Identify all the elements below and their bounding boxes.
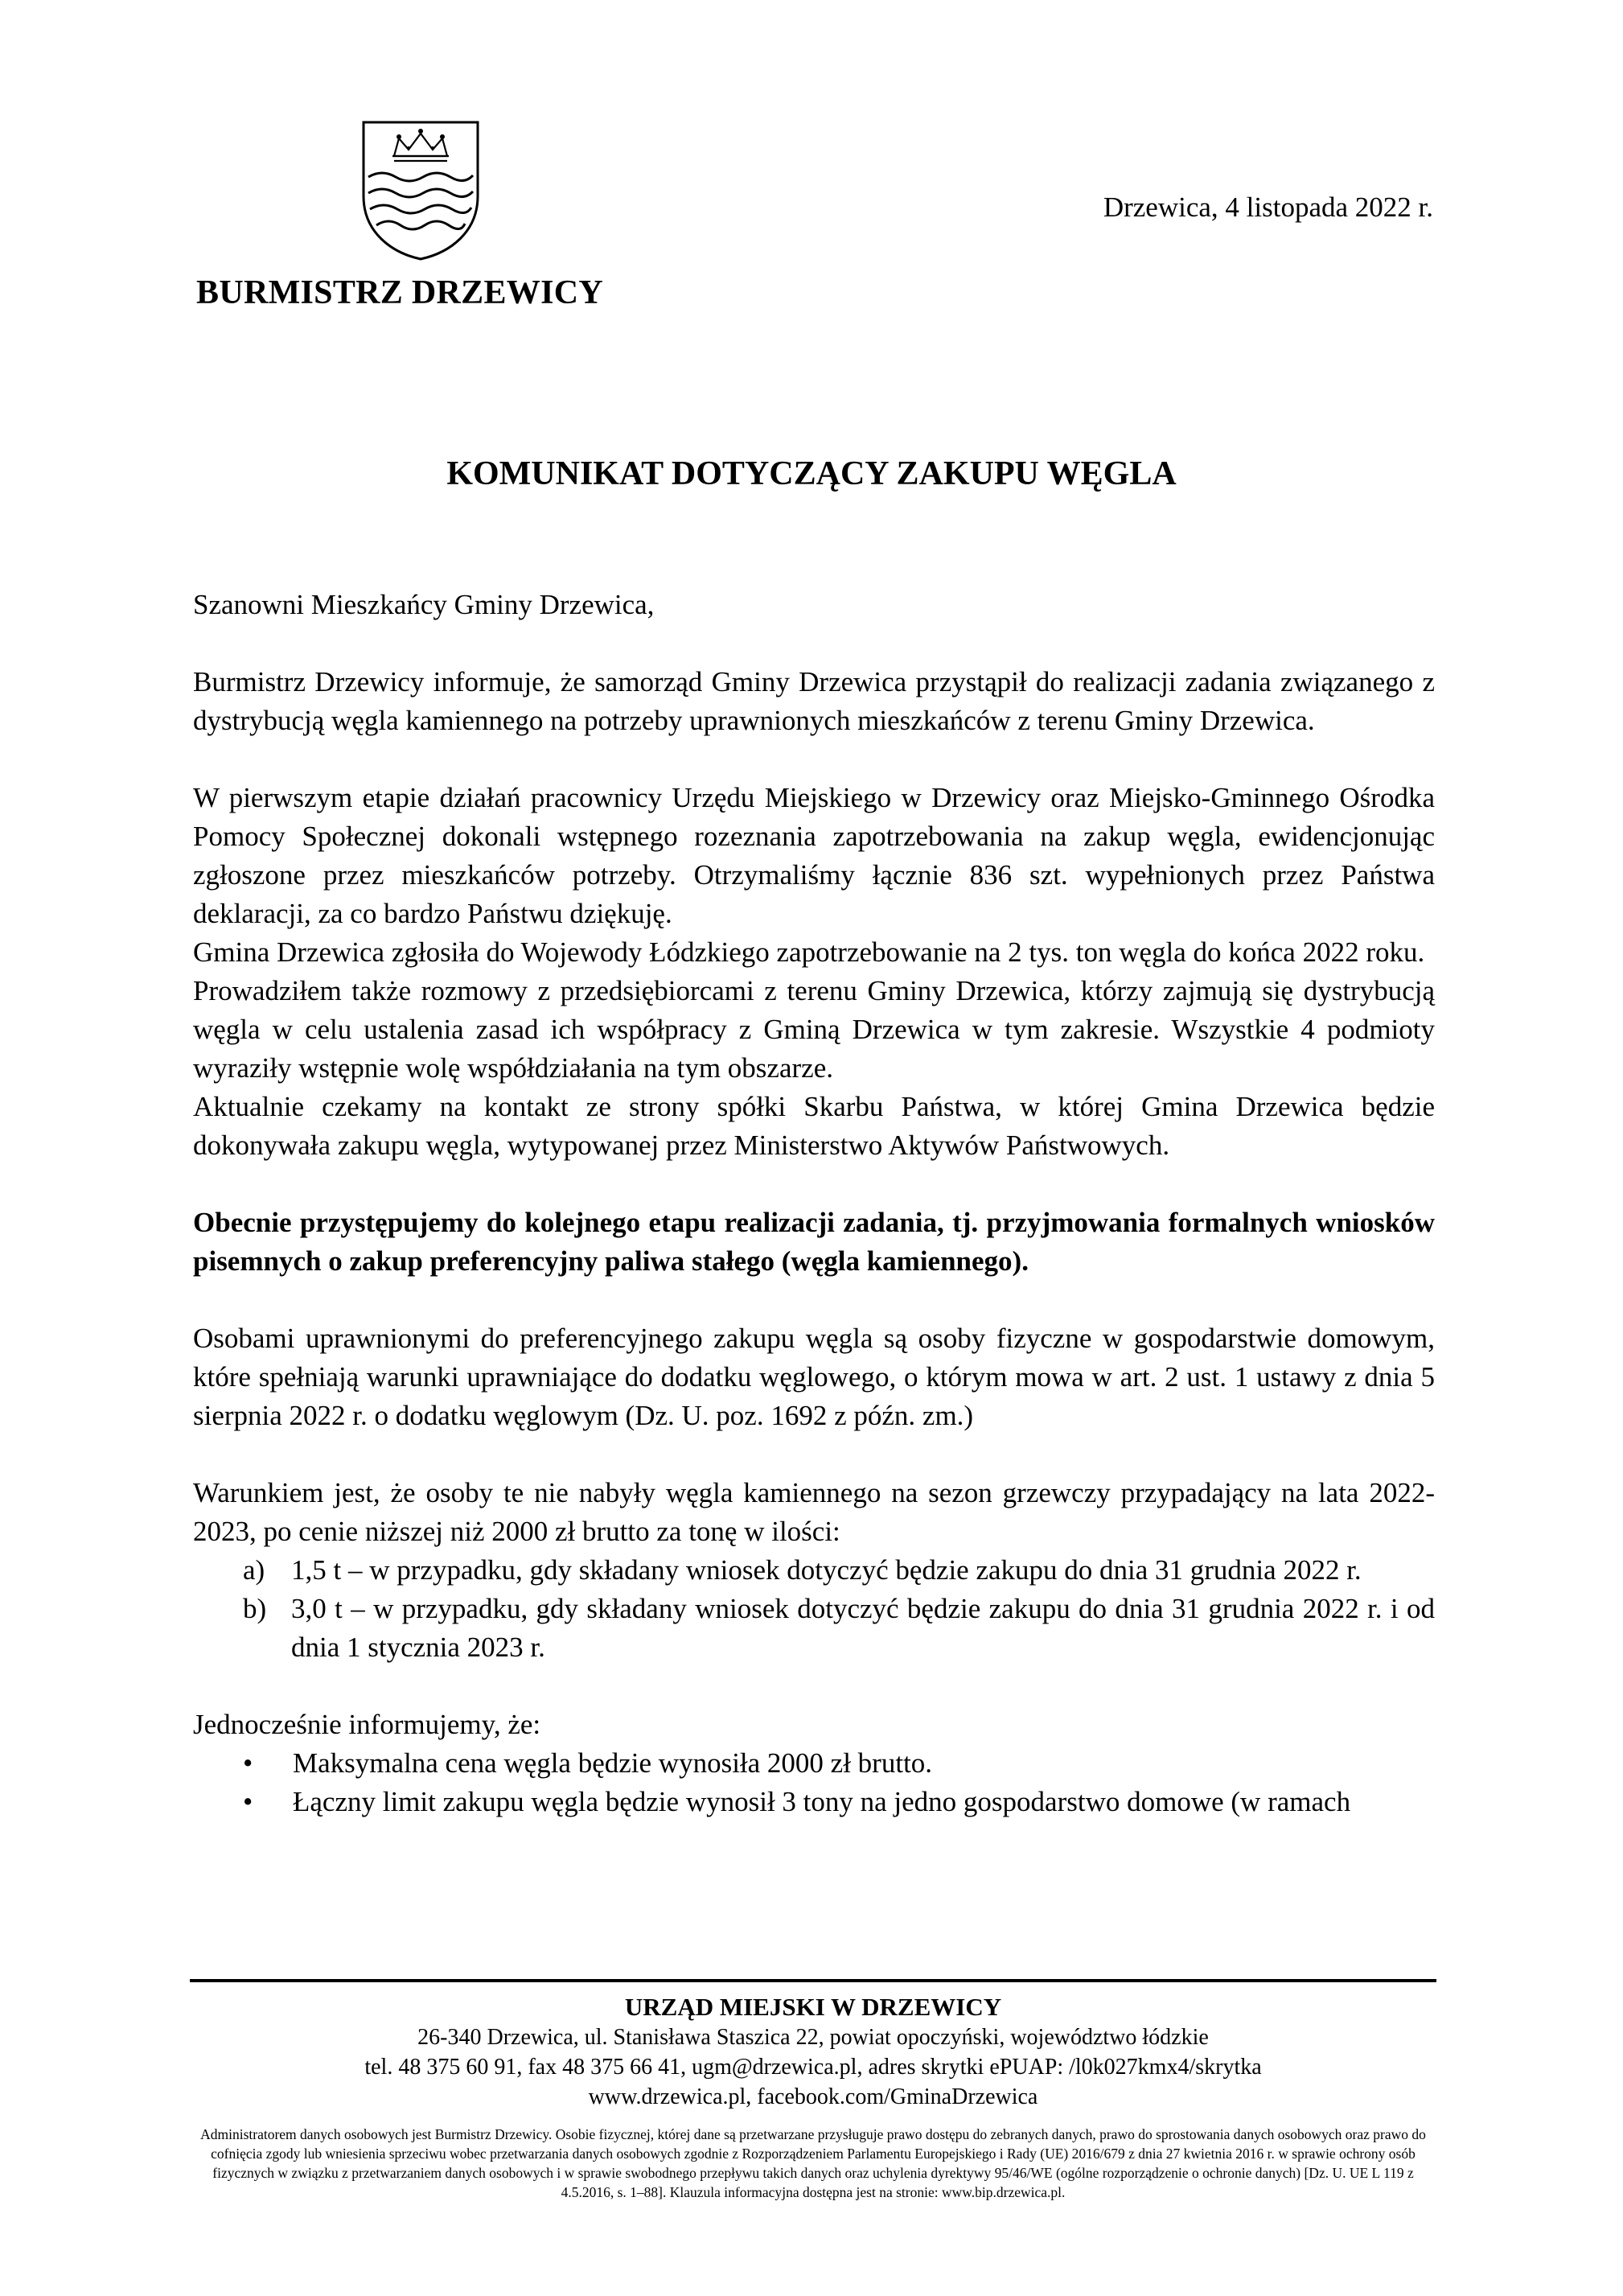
list-item-text: 3,0 t – w przypadku, gdy składany wniosek dotyczyć będzie zakupu do dnia 31 grudnia 2022 r. i od dnia 1 stycznia 2023 r. [291, 1593, 1435, 1663]
list-item-text: Maksymalna cena węgla będzie wynosiła 2000 zł brutto. [293, 1747, 933, 1779]
document-body [193, 586, 1435, 1821]
list-marker: a) [243, 1554, 265, 1586]
bullet-icon: • [243, 1747, 253, 1779]
footer-address: 26-340 Drzewica, ul. Stanisława Staszica 22, powiat opoczyński, województwo łódzkie [417, 2025, 1209, 2050]
footer [190, 1992, 1436, 2202]
footer-contact: tel. 48 375 60 91, fax 48 375 66 41, ugm@drzewica.pl, adres skrytki ePUAP: /l0k027kmx4/skrytka [364, 2055, 1262, 2080]
conditions-list [193, 1551, 1435, 1667]
paragraph: Aktualnie czekamy na kontakt ze strony spółki Skarbu Państwa, w której Gmina Drzewica będzie dokonywała zakupu węgla, wytypowanej przez Ministerstwo Aktywów Państwowych. [193, 1091, 1435, 1161]
document-date: Drzewica, 4 listopada 2022 r. [1103, 191, 1433, 223]
list-item-text: Łączny limit zakupu węgla będzie wynosił 3 tony na jedno gospodarstwo domowe (w ramach [293, 1786, 1351, 1817]
paragraph: W pierwszym etapie działań pracownicy Urzędu Miejskiego w Drzewicy oraz Miejsko-Gminnego Ośrodka Pomocy Społecznej dokonali wstępnego rozeznania zapotrzebowania na zakup węgla, ewidencjonując zgłoszone przez mieszkańców potrzeby. Otrzymaliśmy łącznie 836 szt. wypełnionych przez Państwa deklaracji, za co bardzo Państwu dziękuję. [193, 782, 1435, 929]
list-item [193, 1590, 1435, 1667]
paragraph: Warunkiem jest, że osoby te nie nabyły węgla kamiennego na sezon grzewczy przypadający na lata 2022-2023, po cenie niższej niż 2000 zł brutto za tonę w ilości: [193, 1477, 1435, 1547]
list-item [193, 1783, 1435, 1821]
coat-of-arms-icon [360, 119, 481, 262]
paragraph: Burmistrz Drzewicy informuje, że samorząd Gminy Drzewica przystąpił do realizacji zadania związanego z dystrybucją węgla kamiennego na potrzeby uprawnionych mieszkańców z terenu Gminy Drzewica. [193, 666, 1435, 736]
footer-divider [190, 1979, 1436, 1982]
paragraph: Jednocześnie informujemy, że: [193, 1709, 541, 1740]
document-title: KOMUNIKAT DOTYCZĄCY ZAKUPU WĘGLA [446, 455, 1177, 492]
issuer-name: BURMISTRZ DRZEWICY [196, 274, 603, 311]
list-item-text: 1,5 t – w przypadku, gdy składany wniosek dotyczyć będzie zakupu do dnia 31 grudnia 2022 r. [291, 1554, 1362, 1586]
greeting: Szanowni Mieszkańcy Gminy Drzewica, [193, 589, 655, 620]
paragraph: Prowadziłem także rozmowy z przedsiębiorcami z terenu Gminy Drzewica, którzy zajmują się dystrybucją węgla w celu ustalenia zasad ich współpracy z Gminą Drzewica w tym zakresie. Wszystkie 4 podmioty wyraziły wstępnie wolę współdziałania na tym obszarze. [193, 975, 1435, 1084]
footer-office: URZĄD MIEJSKI W DRZEWICY [624, 1993, 1002, 2021]
paragraph: Gmina Drzewica zgłosiła do Wojewody Łódzkiego zapotrzebowanie na 2 tys. ton węgla do końca 2022 roku. [193, 936, 1425, 968]
info-list [193, 1744, 1435, 1821]
paragraph: Osobami uprawnionymi do preferencyjnego zakupu węgla są osoby fizyczne w gospodarstwie domowym, które spełniają warunki uprawniające do dodatku węglowego, o którym mowa w art. 2 ust. 1 ustawy z dnia 5 sierpnia 2022 r. o dodatku węglowym (Dz. U. poz. 1692 z późn. zm.) [193, 1323, 1435, 1431]
list-item [193, 1551, 1435, 1590]
list-item [193, 1744, 1435, 1783]
bullet-icon: • [243, 1786, 253, 1817]
list-marker: b) [243, 1593, 267, 1624]
privacy-clause: Administratorem danych osobowych jest Burmistrz Drzewicy. Osobie fizycznej, której dane są przetwarzane przysługuje prawo dostępu do zebranych danych, prawo do sprostowania danych osobowych oraz prawo do cofnięcia zgody lub wniesienia sprzeciwu wobec przetwarzania danych osobowych zgodnie z Rozporządzeniem Parlamentu Europejskiego i Rady (UE) 2016/679 z dnia 27 kwietnia 2016 r. w sprawie ochrony osób fizycznych w związku z przetwarzaniem danych osobowych i w sprawie swobodnego przepływu takich danych oraz uchylenia dyrektywy 95/46/WE (ogólne rozporządzenie o ochronie danych) [Dz. U. UE L 119 z 4.5.2016, s. 1–88]. Klauzula informacyjna dostępna jest na stronie: www.bip.drzewica.pl. [200, 2126, 1426, 2200]
paragraph-bold: Obecnie przystępujemy do kolejnego etapu realizacji zadania, tj. przyjmowania formalnych wniosków pisemnych o zakup preferencyjny paliwa stałego (węgla kamiennego). [193, 1207, 1435, 1277]
footer-web: www.drzewica.pl, facebook.com/GminaDrzewica [588, 2084, 1038, 2109]
